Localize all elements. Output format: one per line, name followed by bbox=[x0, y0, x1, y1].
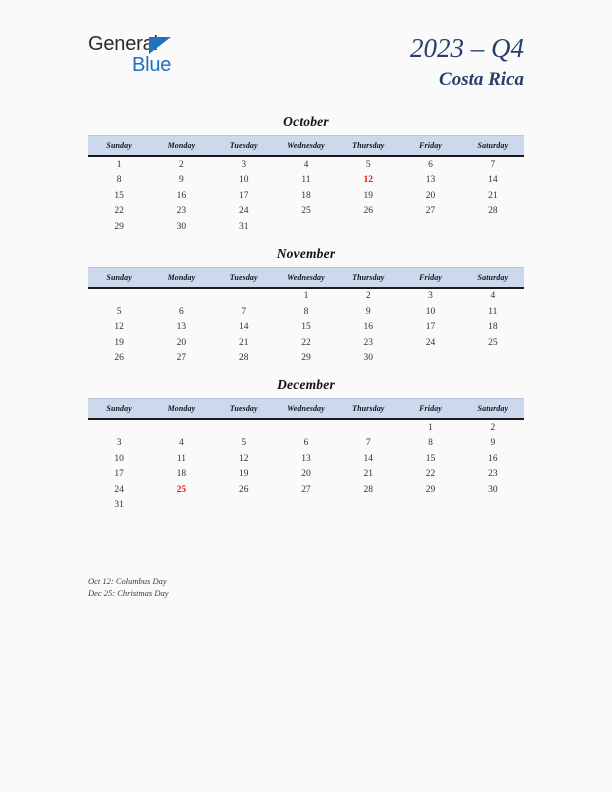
day-cell[interactable]: 11 bbox=[488, 306, 498, 317]
weekday-header-tuesday: Tuesday bbox=[213, 267, 275, 288]
week-row bbox=[88, 288, 524, 305]
weekday-header-sunday: Sunday bbox=[88, 136, 150, 157]
general-blue-logo bbox=[88, 34, 218, 82]
day-cell[interactable]: 28 bbox=[488, 206, 498, 217]
day-cell[interactable]: 23 bbox=[488, 469, 498, 480]
day-cell[interactable]: 17 bbox=[425, 322, 436, 333]
week-row bbox=[88, 419, 524, 436]
weekday-header-saturday: Saturday bbox=[462, 399, 524, 420]
day-cell[interactable]: 12 bbox=[238, 453, 249, 464]
weekday-header-row bbox=[88, 399, 524, 420]
day-cell[interactable]: 1 bbox=[116, 159, 122, 170]
day-cell[interactable]: 6 bbox=[428, 159, 433, 170]
day-cell-holiday[interactable]: 25 bbox=[176, 484, 187, 495]
day-cell[interactable]: 20 bbox=[425, 190, 436, 201]
month-title: November bbox=[276, 245, 336, 261]
weekday-header-thursday: Thursday bbox=[337, 399, 399, 420]
weekday-header-friday: Friday bbox=[399, 267, 461, 288]
day-cell[interactable]: 19 bbox=[114, 337, 124, 348]
day-cell[interactable]: 23 bbox=[176, 206, 187, 217]
day-cell[interactable]: 14 bbox=[238, 322, 249, 333]
day-cell[interactable]: 7 bbox=[241, 306, 247, 317]
day-cell-empty bbox=[399, 351, 461, 367]
day-cell[interactable]: 26 bbox=[238, 484, 249, 495]
day-cell[interactable]: 22 bbox=[114, 206, 124, 217]
day-cell[interactable]: 4 bbox=[490, 291, 496, 302]
day-cell-empty bbox=[462, 351, 524, 367]
logo-triangle-icon bbox=[149, 37, 171, 54]
day-cell[interactable]: 10 bbox=[114, 453, 124, 464]
day-cell[interactable]: 29 bbox=[301, 353, 311, 364]
day-cell-empty bbox=[213, 498, 275, 514]
day-cell[interactable]: 13 bbox=[425, 175, 436, 186]
day-cell[interactable]: 3 bbox=[116, 438, 122, 449]
week-row bbox=[88, 320, 524, 336]
day-cell-empty bbox=[150, 419, 212, 436]
day-cell[interactable]: 15 bbox=[114, 190, 124, 201]
day-cell-holiday[interactable]: 12 bbox=[363, 175, 374, 186]
month-title: December bbox=[277, 377, 335, 392]
day-cell[interactable]: 2 bbox=[365, 291, 371, 302]
day-cell-empty bbox=[337, 498, 399, 514]
weekday-header-sunday: Sunday bbox=[88, 399, 150, 420]
week-row bbox=[88, 188, 524, 204]
weekday-header-sunday: Sunday bbox=[88, 267, 150, 288]
day-cell-empty bbox=[462, 219, 524, 235]
holiday-legend-item: Oct 12: Columbus Day bbox=[88, 576, 167, 586]
day-cell[interactable]: 9 bbox=[490, 438, 496, 449]
day-cell[interactable]: 26 bbox=[363, 206, 374, 217]
week-row bbox=[88, 156, 524, 173]
day-cell[interactable]: 14 bbox=[363, 453, 374, 464]
weekday-header-saturday: Saturday bbox=[462, 267, 524, 288]
day-cell[interactable]: 28 bbox=[363, 484, 374, 495]
day-cell[interactable]: 24 bbox=[114, 484, 124, 495]
day-cell[interactable]: 16 bbox=[488, 453, 498, 464]
page-subtitle-country: Costa Rica bbox=[439, 68, 524, 90]
day-cell[interactable]: 11 bbox=[176, 453, 186, 464]
day-cell-empty bbox=[337, 219, 399, 235]
month-title: October bbox=[283, 114, 329, 129]
day-cell-empty bbox=[275, 219, 337, 235]
day-cell[interactable]: 27 bbox=[301, 484, 311, 495]
day-cell[interactable]: 6 bbox=[179, 306, 184, 317]
weekday-header-thursday: Thursday bbox=[337, 136, 399, 157]
day-cell[interactable]: 20 bbox=[301, 469, 311, 480]
day-cell-empty bbox=[399, 219, 461, 235]
day-cell[interactable]: 10 bbox=[425, 306, 436, 317]
weekday-header-friday: Friday bbox=[399, 399, 461, 420]
month-calendar-table bbox=[88, 267, 524, 367]
day-cell[interactable]: 24 bbox=[238, 206, 249, 217]
day-cell-empty bbox=[150, 498, 212, 514]
day-cell[interactable]: 8 bbox=[303, 306, 309, 317]
month-block bbox=[88, 377, 524, 513]
day-cell-empty bbox=[275, 498, 337, 514]
day-cell[interactable]: 3 bbox=[428, 291, 433, 302]
day-cell[interactable]: 5 bbox=[116, 306, 122, 317]
day-cell[interactable]: 30 bbox=[488, 484, 498, 495]
day-cell[interactable]: 24 bbox=[425, 337, 436, 348]
day-cell[interactable]: 31 bbox=[238, 221, 249, 232]
day-cell[interactable]: 7 bbox=[365, 438, 371, 449]
weekday-header-wednesday: Wednesday bbox=[275, 399, 337, 420]
week-row bbox=[88, 467, 524, 483]
day-cell[interactable]: 15 bbox=[301, 322, 311, 333]
day-cell[interactable]: 25 bbox=[301, 206, 311, 217]
month-calendar-table bbox=[88, 398, 524, 513]
page-header bbox=[0, 0, 612, 110]
day-cell[interactable]: 21 bbox=[488, 190, 498, 201]
day-cell[interactable]: 1 bbox=[428, 422, 433, 433]
logo-text-general: General bbox=[88, 33, 158, 55]
day-cell-empty bbox=[213, 419, 275, 436]
day-cell[interactable]: 17 bbox=[238, 190, 249, 201]
week-row bbox=[88, 436, 524, 452]
week-row bbox=[88, 204, 524, 220]
day-cell-empty bbox=[337, 419, 399, 436]
week-row bbox=[88, 219, 524, 235]
day-cell-empty bbox=[150, 288, 212, 305]
day-cell[interactable]: 29 bbox=[114, 221, 124, 232]
month-block bbox=[88, 114, 524, 235]
day-cell[interactable]: 1 bbox=[303, 291, 309, 302]
day-cell[interactable]: 7 bbox=[490, 159, 496, 170]
weekday-header-saturday: Saturday bbox=[462, 136, 524, 157]
day-cell[interactable]: 27 bbox=[176, 353, 187, 364]
day-cell[interactable]: 8 bbox=[116, 175, 122, 186]
day-cell[interactable]: 13 bbox=[176, 322, 187, 333]
day-cell[interactable]: 30 bbox=[176, 221, 187, 232]
weekday-header-wednesday: Wednesday bbox=[275, 136, 337, 157]
week-row bbox=[88, 498, 524, 514]
day-cell[interactable]: 4 bbox=[303, 159, 309, 170]
day-cell-empty bbox=[399, 498, 461, 514]
day-cell[interactable]: 18 bbox=[176, 469, 187, 480]
weekday-header-wednesday: Wednesday bbox=[275, 267, 337, 288]
week-row bbox=[88, 304, 524, 320]
month-calendar-table bbox=[88, 135, 524, 235]
week-row bbox=[88, 335, 524, 351]
day-cell[interactable]: 17 bbox=[114, 469, 124, 480]
day-cell[interactable]: 10 bbox=[238, 175, 249, 186]
day-cell[interactable]: 20 bbox=[176, 337, 187, 348]
day-cell[interactable]: 19 bbox=[363, 190, 374, 201]
day-cell[interactable]: 27 bbox=[425, 206, 436, 217]
day-cell[interactable]: 9 bbox=[365, 306, 371, 317]
calendar-months-container bbox=[88, 114, 524, 524]
day-cell[interactable]: 25 bbox=[488, 337, 498, 348]
weekday-header-row bbox=[88, 136, 524, 157]
day-cell[interactable]: 18 bbox=[301, 190, 311, 201]
weekday-header-tuesday: Tuesday bbox=[213, 399, 275, 420]
month-block bbox=[88, 246, 524, 367]
holiday-legend-item: Dec 25: Christmas Day bbox=[88, 588, 169, 599]
day-cell-empty bbox=[275, 419, 337, 436]
day-cell[interactable]: 31 bbox=[114, 500, 124, 511]
day-cell[interactable]: 21 bbox=[238, 337, 249, 348]
day-cell[interactable]: 22 bbox=[301, 337, 311, 348]
holiday-legend bbox=[88, 575, 169, 600]
weekday-header-monday: Monday bbox=[150, 399, 212, 420]
day-cell-empty bbox=[213, 288, 275, 305]
logo-text-blue: Blue bbox=[132, 54, 172, 76]
weekday-header-monday: Monday bbox=[150, 267, 212, 288]
day-cell-empty bbox=[88, 288, 150, 305]
week-row bbox=[88, 173, 524, 189]
day-cell[interactable]: 2 bbox=[179, 159, 184, 170]
day-cell[interactable]: 26 bbox=[114, 353, 124, 364]
day-cell[interactable]: 13 bbox=[301, 453, 311, 464]
weekday-header-friday: Friday bbox=[399, 136, 461, 157]
day-cell[interactable]: 12 bbox=[114, 322, 124, 333]
day-cell-empty bbox=[88, 419, 150, 436]
day-cell[interactable]: 22 bbox=[425, 469, 436, 480]
day-cell[interactable]: 4 bbox=[179, 438, 184, 449]
day-cell-empty bbox=[462, 498, 524, 514]
day-cell[interactable]: 14 bbox=[488, 175, 498, 186]
day-cell[interactable]: 18 bbox=[488, 322, 498, 333]
weekday-header-tuesday: Tuesday bbox=[213, 136, 275, 157]
week-row bbox=[88, 482, 524, 498]
day-cell[interactable]: 5 bbox=[365, 159, 371, 170]
day-cell[interactable]: 15 bbox=[425, 453, 436, 464]
day-cell[interactable]: 9 bbox=[179, 175, 184, 186]
day-cell[interactable]: 16 bbox=[176, 190, 187, 201]
day-cell[interactable]: 3 bbox=[241, 159, 247, 170]
day-cell[interactable]: 6 bbox=[303, 438, 309, 449]
day-cell[interactable]: 8 bbox=[428, 438, 433, 449]
day-cell[interactable]: 19 bbox=[238, 469, 249, 480]
day-cell[interactable]: 29 bbox=[425, 484, 436, 495]
day-cell[interactable]: 28 bbox=[238, 353, 249, 364]
day-cell[interactable]: 21 bbox=[363, 469, 374, 480]
day-cell[interactable]: 16 bbox=[363, 322, 374, 333]
week-row bbox=[88, 351, 524, 367]
day-cell[interactable]: 30 bbox=[363, 353, 374, 364]
day-cell[interactable]: 2 bbox=[490, 422, 496, 433]
day-cell[interactable]: 11 bbox=[301, 175, 311, 186]
week-row bbox=[88, 451, 524, 467]
page-title: 2023 – Q4 bbox=[410, 33, 524, 63]
title-block bbox=[410, 34, 524, 91]
day-cell[interactable]: 5 bbox=[241, 438, 247, 449]
day-cell[interactable]: 23 bbox=[363, 337, 374, 348]
weekday-header-row bbox=[88, 267, 524, 288]
weekday-header-thursday: Thursday bbox=[337, 267, 399, 288]
weekday-header-monday: Monday bbox=[150, 136, 212, 157]
